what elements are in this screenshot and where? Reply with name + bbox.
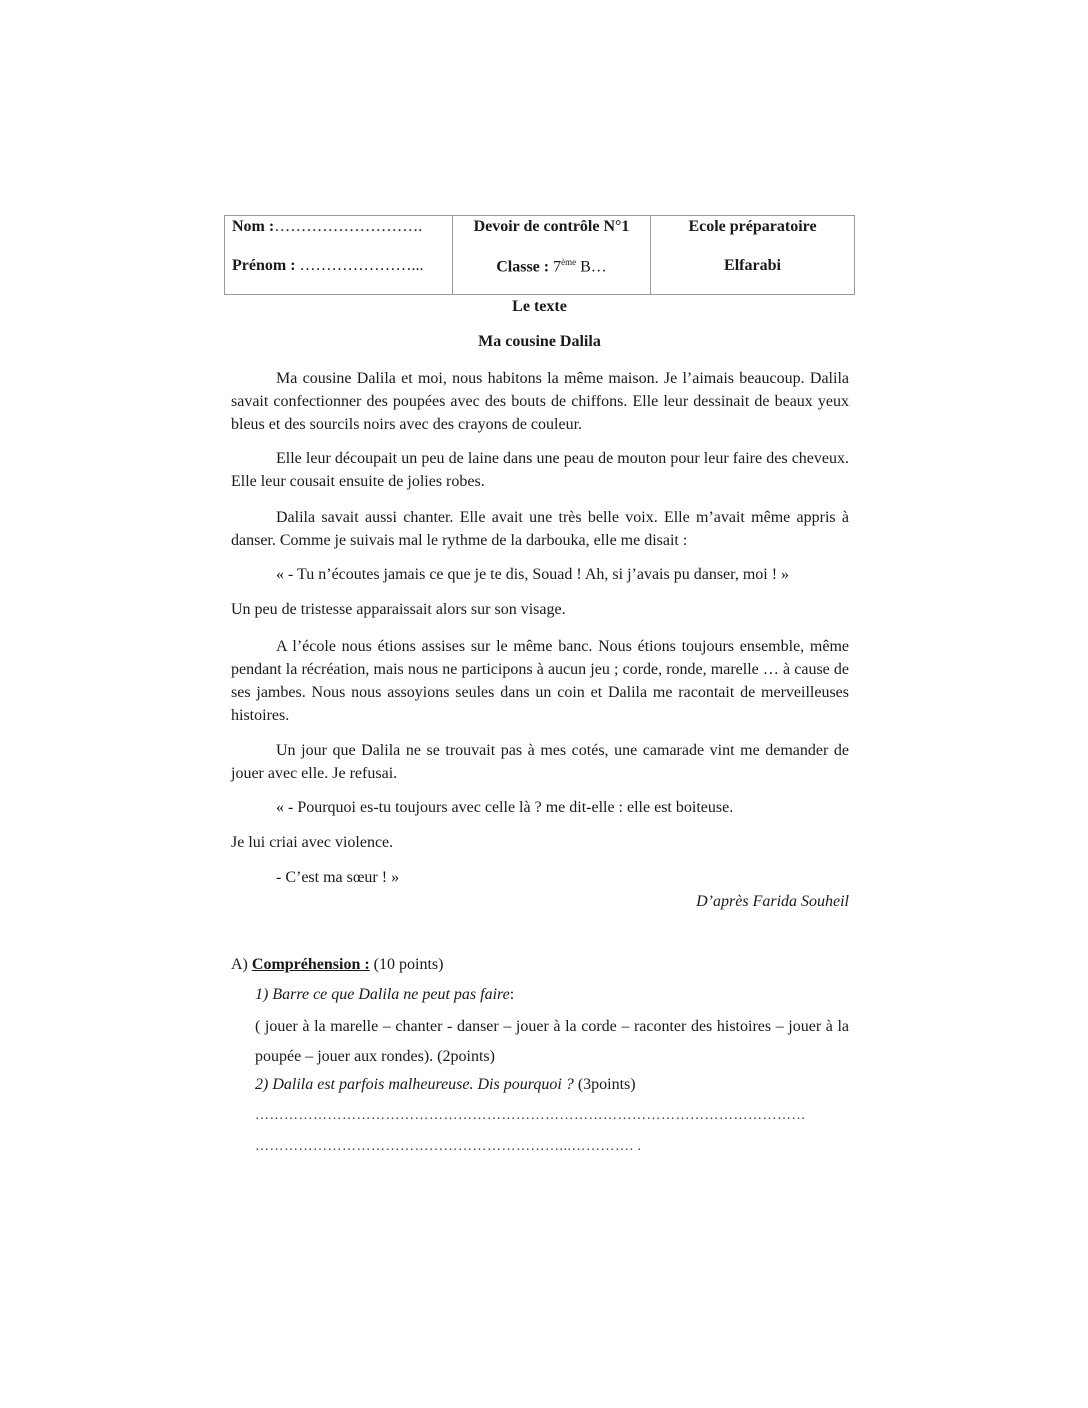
paragraph-4: Un peu de tristesse apparaissait alors sur son visage. <box>231 601 566 618</box>
classe-label: Classe : <box>496 258 550 276</box>
answer-line-2[interactable]: ………………………………………………………...…………. . <box>255 1139 642 1154</box>
text-title: Ma cousine Dalila <box>478 333 601 350</box>
answer-line-1[interactable]: …………………………………………………………………………………………………… <box>255 1108 806 1123</box>
question-2-points: (3points) <box>577 1076 636 1093</box>
paragraph-2: Elle leur découpait un peu de laine dans une peau de mouton pour leur faire des cheveux. Elle leur cousait ensuite de jolies robes. <box>231 450 849 490</box>
paragraph-1: Ma cousine Dalila et moi, nous habitons la même maison. Je l’aimais beaucoup. Dalila savait confectionner des poupées avec des bouts de chiffons. Elle leur dessinait de beaux yeux bleus et des sourcils noirs avec des crayons de couleur. <box>231 370 849 433</box>
classe-number: 7 <box>553 258 562 276</box>
comprehension-heading <box>231 956 443 974</box>
question-1-options[interactable]: ( jouer à la marelle – chanter - danser – jouer à la corde – raconter des histoires – jouer à la poupée – jouer aux rondes). (2points) <box>255 1018 849 1065</box>
prenom-label: Prénom : <box>232 257 296 274</box>
header-table <box>224 215 855 295</box>
prenom-dots: …………………... <box>299 257 424 274</box>
prenom-field[interactable] <box>232 257 452 275</box>
nom-label: Nom : <box>232 218 275 235</box>
question-1 <box>255 986 514 1004</box>
question-2-prompt: 2) Dalila est parfois malheureuse. Dis pourquoi ? <box>255 1076 574 1093</box>
classe-rest: B… <box>580 258 607 276</box>
paragraph-3: Dalila savait aussi chanter. Elle avait une très belle voix. Elle m’avait même appris à danser. Comme je suivais mal le rythme de la darbouka, elle me disait : <box>231 509 849 549</box>
nom-dots: ………………………. <box>274 218 423 235</box>
classe-line <box>453 257 650 276</box>
school-cell <box>650 216 854 294</box>
classe-sup: ème <box>561 257 577 267</box>
comprehension-title: Compréhension : <box>251 956 370 973</box>
question-1-prompt: 1) Barre ce que Dalila ne peut pas faire <box>255 986 510 1003</box>
quote-1: « - Tu n’écoutes jamais ce que je te dis, Souad ! Ah, si j’avais pu danser, moi ! » <box>276 566 790 583</box>
student-info-cell <box>225 216 452 294</box>
comprehension-points: (10 points) <box>373 956 444 973</box>
section-prefix: A) <box>231 956 248 973</box>
section-label: Le texte <box>512 298 567 315</box>
quote-3: - C’est ma sœur ! » <box>276 869 400 886</box>
school-name-line2: Elfarabi <box>724 257 781 274</box>
question-1-colon: : <box>509 986 515 1003</box>
school-name-line1: Ecole préparatoire <box>688 218 817 235</box>
paragraph-7: Je lui criai avec violence. <box>231 834 394 851</box>
paragraph-5: A l’école nous étions assises sur le même banc. Nous étions toujours ensemble, même pendant la récréation, mais nous ne participons à aucun jeu ; corde, ronde, marelle … à cause de ses jambes. Nous nous assoyions seules dans un coin et Dalila me racontait de merveilleuses histoires. <box>231 638 849 724</box>
nom-field[interactable] <box>232 218 452 236</box>
exam-title: Devoir de contrôle N°1 <box>473 218 630 235</box>
author-credit: D’après Farida Souheil <box>696 893 849 910</box>
quote-2: « - Pourquoi es-tu toujours avec celle là ? me dit-elle : elle est boiteuse. <box>276 799 734 816</box>
question-2 <box>255 1076 636 1094</box>
exam-info-cell <box>452 216 650 294</box>
paragraph-6: Un jour que Dalila ne se trouvait pas à mes cotés, une camarade vint me demander de jouer avec elle. Je refusai. <box>231 742 849 782</box>
